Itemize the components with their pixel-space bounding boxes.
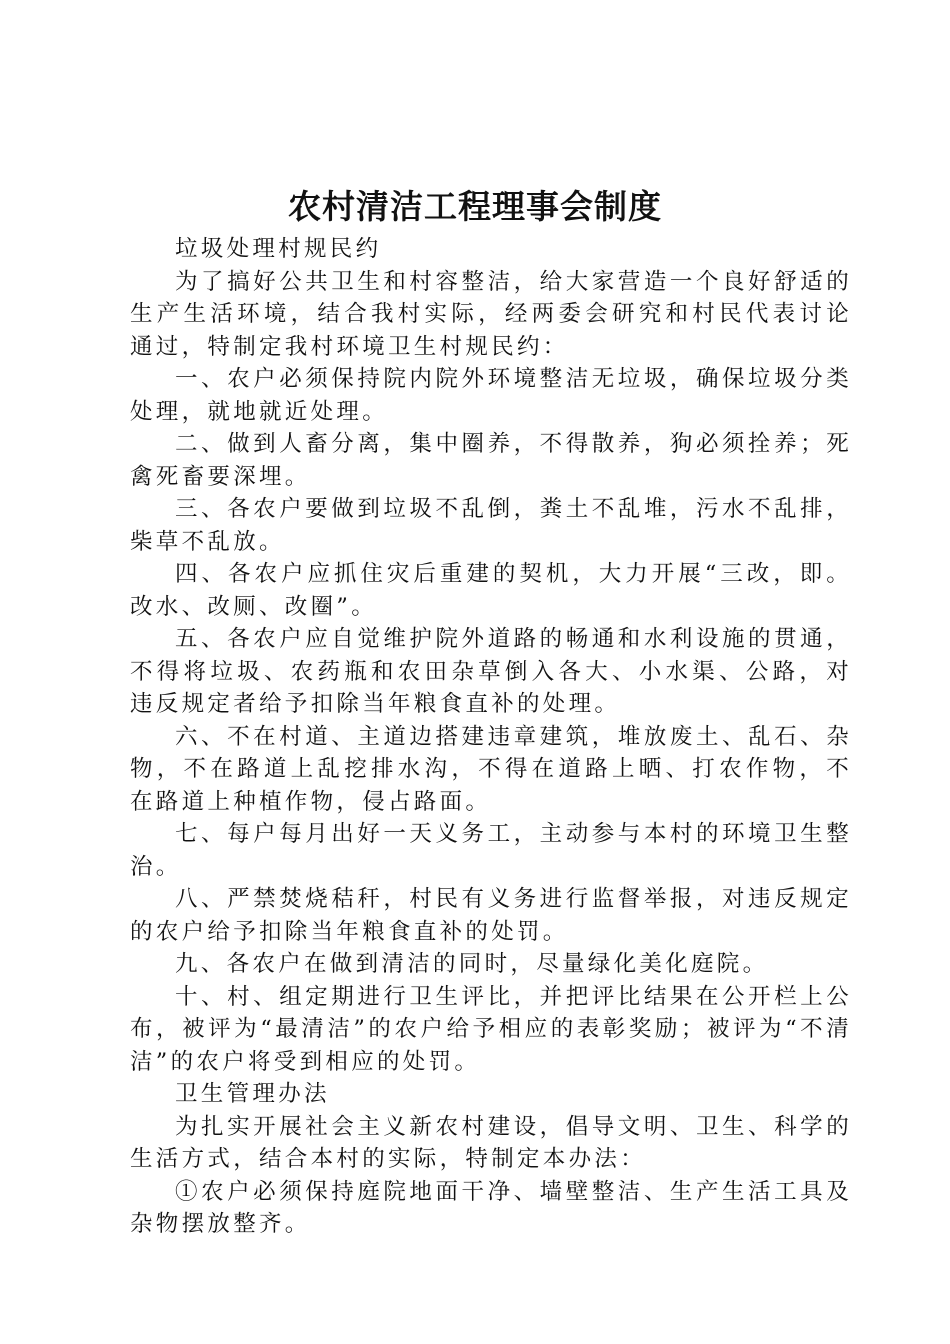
rule-item-2: 二、做到人畜分离，集中圈养，不得散养，狗必须拴养；死禽死畜要深埋。 (130, 431, 852, 490)
section-heading-hygiene-management: 卫生管理办法 (175, 1081, 330, 1107)
document-title: 农村清洁工程理事会制度 (288, 187, 662, 226)
management-intro-paragraph: 为扎实开展社会主义新农村建设，倡导文明、卫生、科学的生活方式，结合本村的实际，特制定本办法： (130, 1113, 852, 1172)
intro-paragraph: 为了搞好公共卫生和村容整洁，给大家营造一个良好舒适的生产生活环境，结合我村实际，经两委会研究和村民代表讨论通过，特制定我村环境卫生村规民约： (130, 268, 852, 360)
rule-item-1: 一、农户必须保持院内院外环境整洁无垃圾，确保垃圾分类处理，就地就近处理。 (130, 366, 852, 425)
section-heading-garbage-rules: 垃圾处理村规民约 (175, 236, 382, 262)
document-body (130, 233, 852, 1241)
rule-item-6: 六、不在村道、主道边搭建违章建筑，堆放废土、乱石、杂物，不在路道上乱挖排水沟，不得在道路上晒、打农作物，不在路道上种植作物，侵占路面。 (130, 723, 852, 815)
rule-item-9: 九、各农户在做到清洁的同时，尽量绿化美化庭院。 (175, 951, 769, 977)
rule-item-7: 七、每户每月出好一天义务工，主动参与本村的环境卫生整治。 (130, 821, 852, 880)
management-item-1: ①农户必须保持庭院地面干净、墙壁整洁、生产生活工具及杂物摆放整齐。 (130, 1178, 852, 1237)
rule-item-10: 十、村、组定期进行卫生评比，并把评比结果在公开栏上公布，被评为“最清洁”的农户给予相应的表彰奖励；被评为“不清洁”的农户将受到相应的处罚。 (130, 983, 852, 1075)
rule-item-4: 四、各农户应抓住灾后重建的契机，大力开展“三改，即。改水、改厕、改圈”。 (130, 561, 852, 620)
rule-item-8: 八、严禁焚烧秸秆，村民有义务进行监督举报，对违反规定的农户给予扣除当年粮食直补的处罚。 (130, 886, 852, 945)
rule-item-3: 三、各农户要做到垃圾不乱倒，粪土不乱堆，污水不乱排，柴草不乱放。 (130, 496, 852, 555)
rule-item-5: 五、各农户应自觉维护院外道路的畅通和水利设施的贯通，不得将垃圾、农药瓶和农田杂草倒入各大、小水渠、公路，对违反规定者给予扣除当年粮食直补的处理。 (130, 626, 852, 717)
